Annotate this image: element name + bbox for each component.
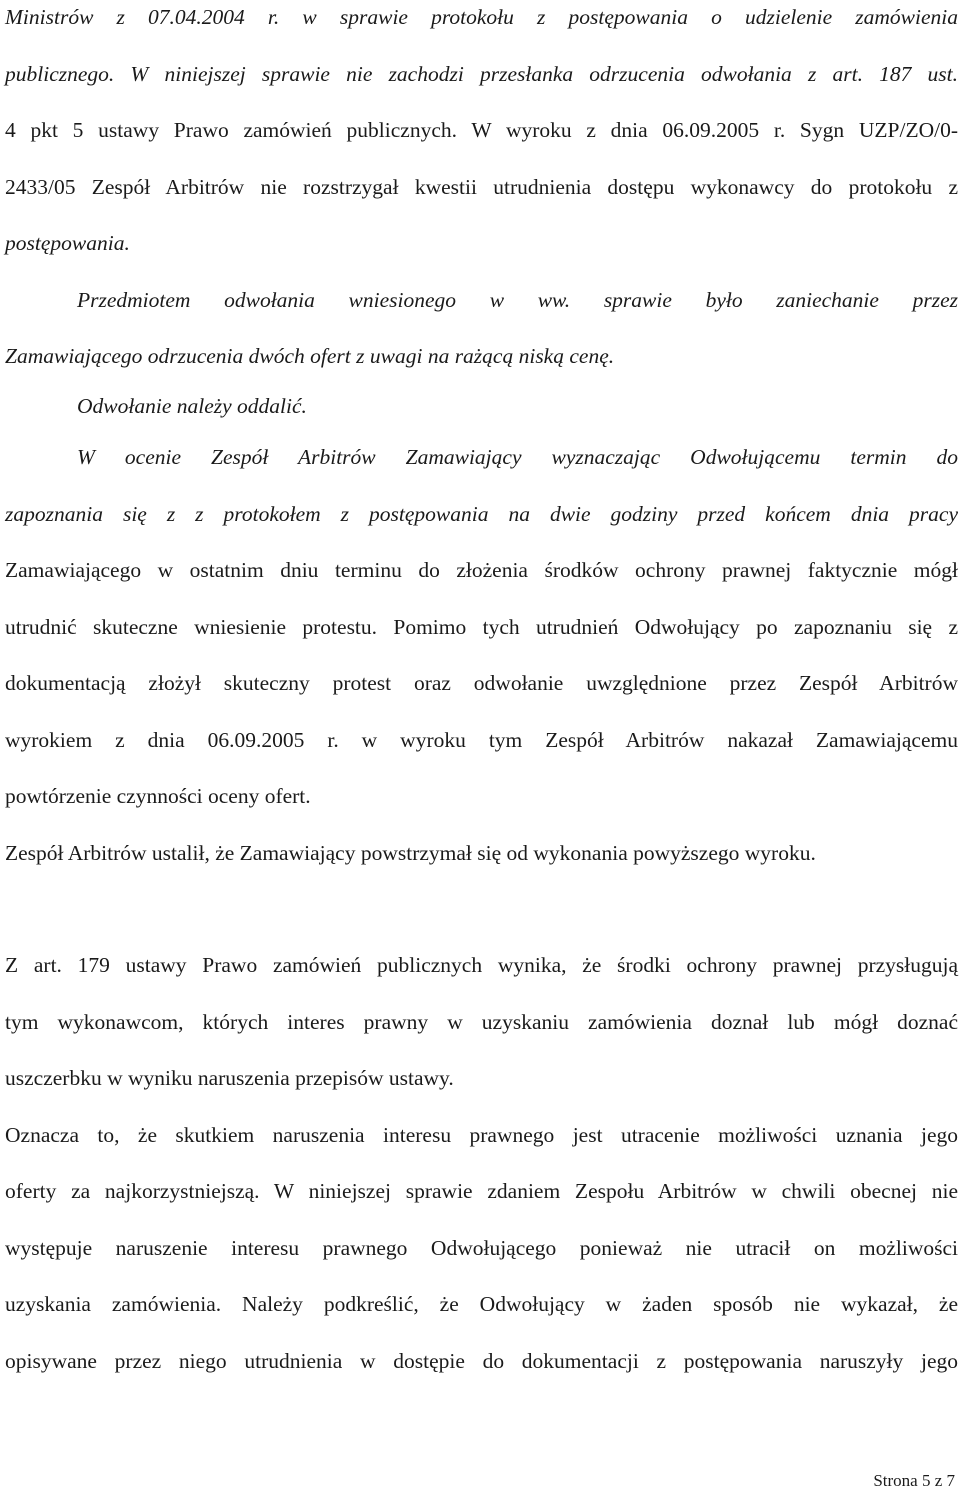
text-line: 2433/05 Zespół Arbitrów nie rozstrzygał kwestii utrudnienia dostępu wykonawcy do protokołu z xyxy=(5,174,958,199)
document-page xyxy=(5,0,958,1389)
page-number: Strona 5 z 7 xyxy=(873,1471,955,1490)
text-line: opisywane przez niego utrudnienia w dostępie do dokumentacji z postępowania naruszyły jego xyxy=(5,1348,958,1373)
text-line: 4 pkt 5 ustawy Prawo zamówień publicznych. W wyroku z dnia 06.09.2005 r. Sygn UZP/ZO/0- xyxy=(5,118,958,142)
text-line: Zamawiającego w ostatnim dniu terminu do złożenia środków ochrony prawnej faktycznie mógł xyxy=(5,558,958,582)
text-line: występuje naruszenie interesu prawnego Odwołującego ponieważ nie utracił on możliwości xyxy=(5,1235,958,1260)
text-line: Zamawiającego odrzucenia dwóch ofert z uwagi na rażącą niską cenę. xyxy=(5,344,615,368)
text-line: uszczerbku w wyniku naruszenia przepisów ustawy. xyxy=(5,1066,454,1090)
text-line: Z art. 179 ustawy Prawo zamówień publicznych wynika, że środki ochrony prawnej przysługują xyxy=(5,953,958,977)
text-line: zapoznania się z z protokołem z postępowania na dwie godziny przed końcem dnia pracy xyxy=(5,501,958,526)
text-line: dokumentacją złożył skuteczny protest oraz odwołanie uwzględnione przez Zespół Arbitrów xyxy=(5,671,958,695)
text-line: Zespół Arbitrów ustalił, że Zamawiający powstrzymał się od wykonania powyższego wyroku. xyxy=(5,840,816,865)
text-line: postępowania. xyxy=(5,231,130,255)
text-line: uzyskania zamówienia. Należy podkreślić, że Odwołujący w żaden sposób nie wykazał, że xyxy=(5,1292,958,1316)
text-line: tym wykonawcom, których interes prawny w uzyskaniu zamówienia doznał lub mógł doznać xyxy=(5,1009,958,1034)
text-line: W ocenie Zespół Arbitrów Zamawiający wyznaczając Odwołującemu termin do xyxy=(77,445,958,469)
text-line: oferty za najkorzystniejszą. W niniejszej sprawie zdaniem Zespołu Arbitrów w chwili obecnej nie xyxy=(5,1179,958,1203)
paragraph-gap xyxy=(5,881,958,937)
text-line: Przedmiotem odwołania wniesionego w ww. sprawie było zaniechanie przez xyxy=(77,287,958,312)
text-line: publicznego. W niniejszej sprawie nie zachodzi przesłanka odrzucenia odwołania z art. 187 ust. xyxy=(5,61,958,86)
text-line: utrudnić skuteczne wniesienie protestu. Pomimo tych utrudnień Odwołujący po zapoznaniu się z xyxy=(5,614,958,639)
text-line: Odwołanie należy oddalić. xyxy=(77,394,307,418)
text-line: wyrokiem z dnia 06.09.2005 r. w wyroku tym Zespół Arbitrów nakazał Zamawiającemu xyxy=(5,727,958,752)
text-line: Oznacza to, że skutkiem naruszenia interesu prawnego jest utracenie możliwości uznania jego xyxy=(5,1122,958,1147)
text-line: powtórzenie czynności oceny ofert. xyxy=(5,784,311,808)
text-line: Ministrów z 07.04.2004 r. w sprawie protokołu z postępowania o udzielenie zamówienia xyxy=(5,5,958,29)
